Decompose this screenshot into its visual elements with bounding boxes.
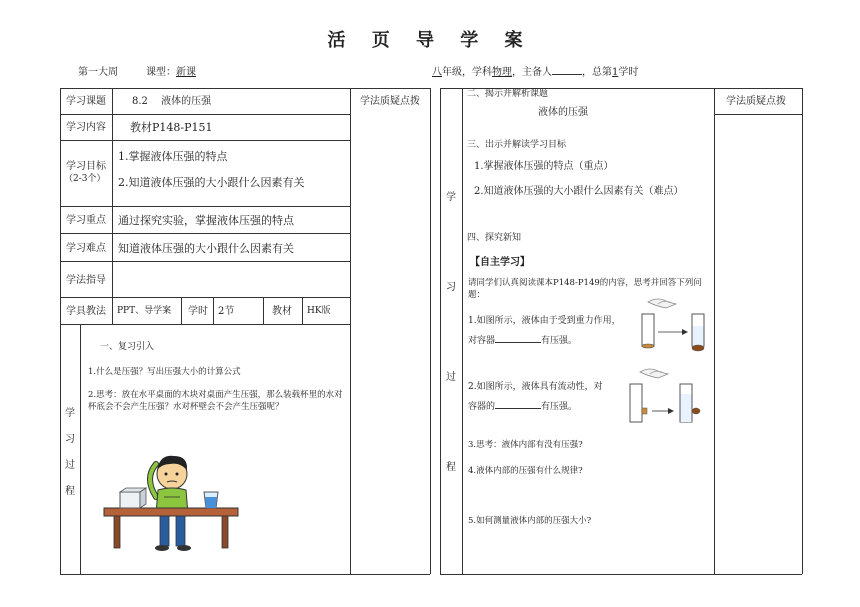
book-value: HK版 <box>307 306 331 316</box>
difficulty-value: 知道液体压强的大小跟什么因素有关 <box>118 242 294 255</box>
section-2-title: 二、揭示并解析课题 <box>467 89 549 99</box>
self-study-intro: 请同学们认真阅读课本P148-P149的内容，思考并回答下列问题： <box>468 278 702 301</box>
process-char-1: 学 <box>65 408 75 419</box>
process-char-2: 习 <box>65 434 75 445</box>
method-column-header: 学法质疑点拨 <box>360 96 420 107</box>
self-study-title: 【自主学习】 <box>470 257 530 268</box>
guide-label: 学法指导 <box>66 275 106 286</box>
difficulty-label: 学习难点 <box>66 243 106 254</box>
item-1-line-b: 对容器 有压强。 <box>468 336 578 346</box>
right-process-char-3: 过 <box>446 372 456 383</box>
topic-label: 学习课题 <box>66 96 106 107</box>
item-1-line-a: 1.如图所示，液体由于受到重力作用， <box>468 316 621 326</box>
page-title: 活 页 导 学 案 <box>327 30 533 51</box>
item-3: 3.思考：液体内部有没有压强? <box>468 440 583 450</box>
right-goal-1: 1.掌握液体压强的特点（重点） <box>474 161 614 172</box>
content-label: 学习内容 <box>66 122 106 133</box>
item-2-line-b: 容器的 有压强。 <box>468 402 578 412</box>
section-4-title: 四、探究新知 <box>467 233 522 243</box>
boy-thinking-illustration <box>100 442 250 554</box>
hours-value: 2节 <box>218 306 235 317</box>
book-label: 教材 <box>272 306 292 317</box>
item-4: 4.液体内部的压强有什么规律? <box>468 466 583 476</box>
right-process-char-4: 程 <box>446 462 456 473</box>
item-2-line-a: 2.如图所示，液体具有流动性，对 <box>468 382 603 392</box>
section-2-topic: 液体的压强 <box>538 107 588 118</box>
goal-2: 2.知道液体压强的大小跟什么因素有关 <box>118 176 305 189</box>
goal-1: 1.掌握液体压强的特点 <box>118 150 228 163</box>
week-label: 第一大周 <box>78 67 118 78</box>
goals-sub-label: （2-3个） <box>64 174 106 184</box>
process-char-4: 程 <box>65 486 75 497</box>
content-value: 教材P148-P151 <box>130 121 213 134</box>
topic-value: 8.2 液体的压强 <box>132 96 212 107</box>
key-value: 通过探究实验，掌握液体压强的特点 <box>118 214 294 227</box>
section-3-title: 三、出示并解读学习目标 <box>467 140 567 150</box>
key-label: 学习重点 <box>66 215 106 226</box>
review-question-1: 1.什么是压强？写出压强大小的计算公式 <box>88 367 241 377</box>
tube-bottom-pressure-figure <box>636 296 712 356</box>
review-question-2: 2.思考：放在水平桌面的木块对桌面产生压强，那么装载杯里的水对杯底会不会产生压强？水对杯壁会不会产生压强呢？ <box>88 390 343 413</box>
item-5: 5.如何测量液体内部的压强大小? <box>468 516 592 526</box>
grade-subject-info: 八年级，学科物理，主备人 ，总第1学时 <box>432 67 639 78</box>
preparer-blank[interactable] <box>552 66 582 75</box>
goals-label: 学习目标 <box>66 161 106 172</box>
right-process-char-1: 学 <box>446 192 456 203</box>
right-method-column-header: 学法质疑点拨 <box>726 96 786 107</box>
tools-label: 学具教法 <box>66 306 106 317</box>
process-char-3: 过 <box>65 460 75 471</box>
item-2-blank[interactable] <box>495 400 541 409</box>
item-1-blank[interactable] <box>495 334 541 343</box>
right-goal-2: 2.知道液体压强的大小跟什么因素有关（难点） <box>474 186 684 197</box>
tube-side-pressure-figure <box>626 364 712 426</box>
right-process-char-2: 习 <box>446 282 456 293</box>
tools-value: PPT、导学案 <box>117 306 172 316</box>
hours-label: 学时 <box>188 306 208 317</box>
review-title: 一、复习引入 <box>100 342 155 352</box>
lesson-type: 课型：新课 <box>146 67 196 78</box>
